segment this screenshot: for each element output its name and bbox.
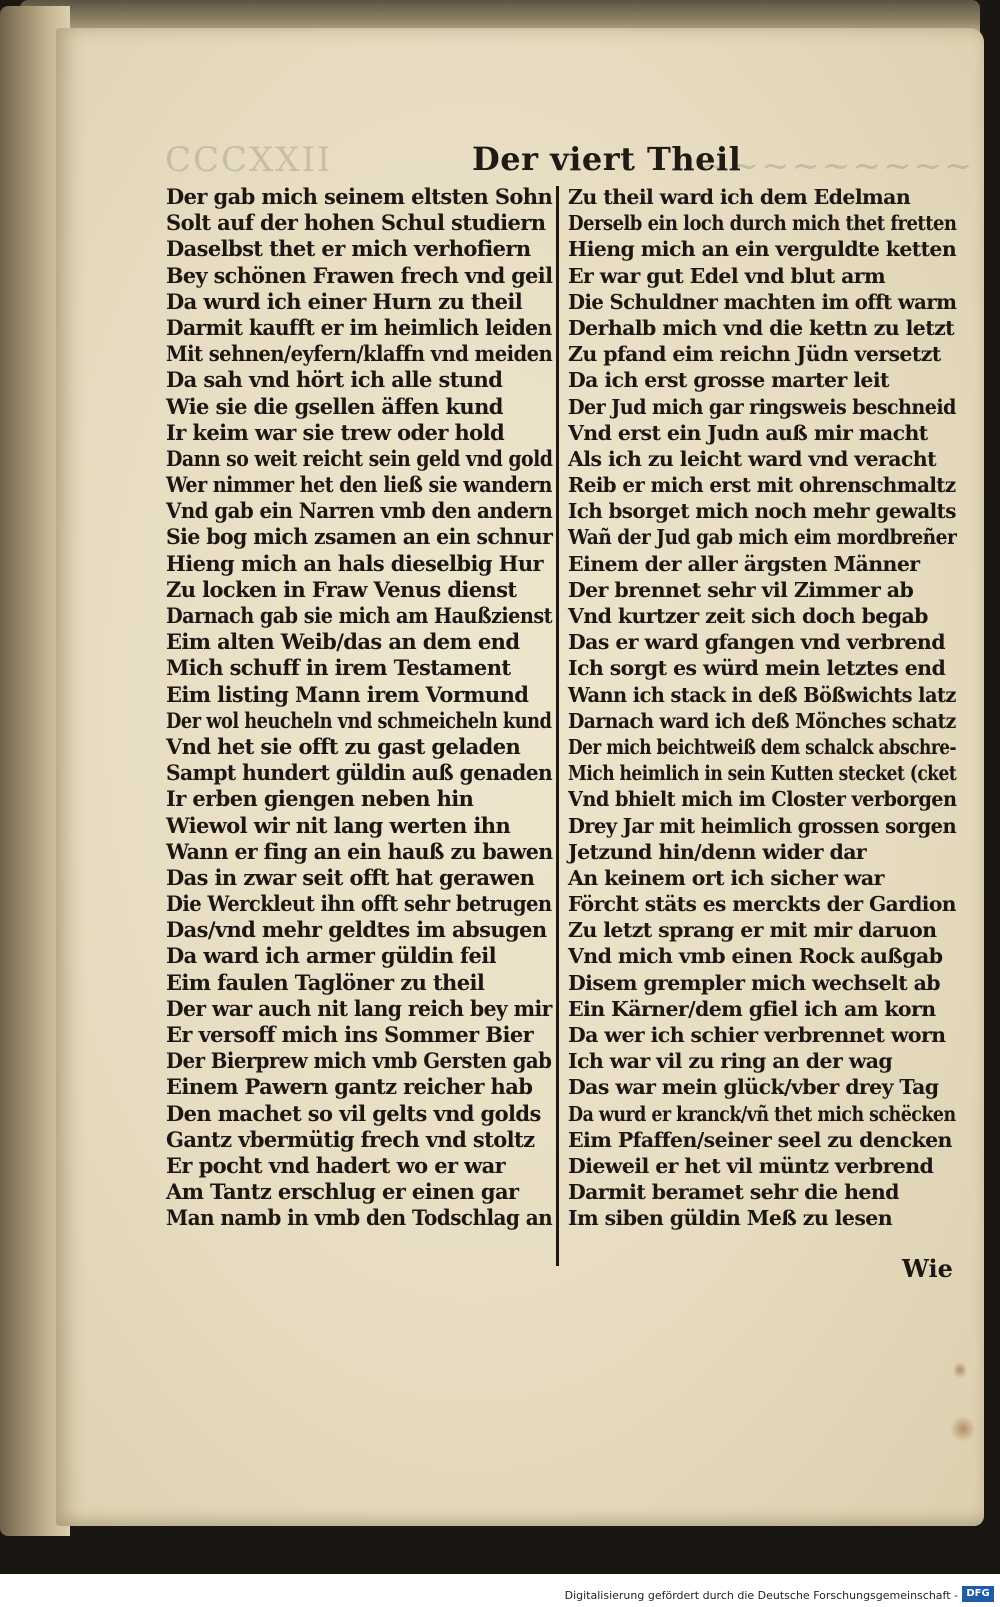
show-through-text-right: ~~~~~~~~~ — [700, 146, 975, 186]
verse-line: Eim faulen Taglöner zu theil — [166, 969, 485, 995]
verse-line: Ich war vil zu ring an der wag — [568, 1049, 893, 1074]
verse-line: Man namb in vmb den Todschlag an — [166, 1205, 553, 1231]
verse-line: Ein Kärner/dem gfiel ich am korn — [568, 996, 936, 1021]
verse-line: Das er ward gfangen vnd verbrend — [568, 630, 945, 655]
verse-line: Zu letzt sprang er mit mir daruon — [568, 918, 937, 943]
verse-line: Da ich erst grosse marter leit — [568, 368, 889, 393]
verse-line: Darmit kaufft er im heimlich leiden — [166, 314, 552, 340]
verse-line: Das war mein glück/vber drey Tag — [568, 1075, 939, 1100]
verse-line: Vnd gab ein Narren vmb den andern — [166, 498, 553, 524]
verse-line: Eim Pfaffen/seiner seel zu dencken — [568, 1127, 952, 1152]
verse-line: An keinem ort ich sicher war — [568, 865, 884, 890]
dfg-logo: DFG — [962, 1586, 994, 1602]
verse-line: Er versoff mich ins Sommer Bier — [166, 1022, 534, 1047]
verse-line: Vnd erst ein Judn auß mir macht — [568, 420, 928, 445]
verse-line: Bey schönen Frawen frech vnd geil — [166, 262, 553, 288]
verse-column-right — [568, 184, 956, 1232]
verse-line: Da wer ich schier verbrennet worn — [568, 1023, 946, 1047]
verse-line: Mich heimlich in sein Kutten stecket (cket — [568, 761, 957, 786]
page-stain — [954, 1360, 966, 1380]
verse-line: Hieng mich an hals dieselbig Hur — [166, 550, 543, 576]
verse-line: Im siben güldin Meß zu lesen — [568, 1206, 893, 1231]
verse-line: Gantz vbermütig frech vnd stoltz — [166, 1126, 535, 1152]
verse-line: Der brennet sehr vil Zimmer ab — [568, 577, 914, 602]
verse-line: Der gab mich seinem eltsten Sohn — [166, 184, 553, 209]
verse-line: Sie bog mich zsamen an ein schnur — [166, 524, 553, 550]
verse-line: Sampt hundert güldin auß genaden — [166, 760, 553, 786]
verse-line: Er pocht vnd hadert wo er war — [166, 1152, 506, 1178]
verse-line: Wer nimmer het den ließ sie wandern — [166, 472, 552, 498]
verse-line: Reib er mich erst mit ohrenschmaltz — [568, 473, 956, 498]
verse-line: Der mich beichtweiß dem schalck abschre- — [568, 734, 957, 759]
verse-line: Mich schuff in irem Testament — [166, 655, 511, 681]
verse-line: Vnd bhielt mich im Closter verborgen — [568, 787, 957, 812]
catchword: Wie — [902, 1254, 953, 1283]
verse-line: Wañ der Jud gab mich eim mordbreñer — [568, 525, 957, 550]
verse-line: Wiewol wir nit lang werten ihn — [166, 812, 511, 838]
verse-line: Am Tantz erschlug er einen gar — [166, 1179, 519, 1205]
verse-line: Der wol heucheln vnd schmeicheln kund — [166, 707, 552, 733]
verse-line: Ich bsorget mich noch mehr gewalts — [568, 499, 956, 524]
verse-line: Mit sehnen/eyfern/klaffn vnd meiden — [166, 341, 553, 367]
verse-line: Der Bierprew mich vmb Gersten gab — [166, 1048, 552, 1074]
verse-line: Vnd mich vmb einen Rock außgab — [568, 944, 943, 969]
verse-line: Den machet so vil gelts vnd golds — [166, 1100, 541, 1126]
verse-line: Als ich zu leicht ward vnd veracht — [568, 446, 936, 471]
verse-column-left — [166, 184, 552, 1232]
verse-line: Zu locken in Fraw Venus dienst — [166, 576, 517, 602]
verse-line: Eim listing Mann irem Vormund — [166, 681, 529, 707]
verse-line: Ich sorgt es würd mein letztes end — [568, 656, 946, 681]
verse-line: Der Jud mich gar ringsweis beschneid — [568, 394, 956, 419]
verse-line: Die Werckleut ihn offt sehr betrugen — [166, 891, 552, 917]
funding-notice: Digitalisierung gefördert durch die Deutsche Forschungsgemeinschaft - — [564, 1589, 958, 1602]
verse-line: Hieng mich an ein verguldte ketten — [568, 237, 957, 262]
verse-line: Wann er fing an ein hauß zu bawen — [166, 838, 553, 864]
verse-line: Wie sie die gsellen äffen kund — [166, 393, 503, 419]
verse-line: Darnach ward ich deß Mönches schatz — [568, 708, 956, 733]
verse-line: Drey Jar mit heimlich grossen sorgen — [568, 813, 957, 838]
verse-line: Da wurd er kranck/vñ thet mich schëcken — [568, 1101, 956, 1126]
column-divider-rule — [556, 186, 559, 1266]
verse-line: Ir keim war sie trew oder hold — [166, 419, 505, 445]
verse-line: Dieweil er het vil müntz verbrend — [568, 1153, 934, 1178]
verse-line: Da ward ich armer güldin feil — [166, 943, 496, 969]
verse-line: Die Schuldner machten im offt warm — [568, 289, 957, 314]
verse-line: Einem Pawern gantz reicher hab — [166, 1074, 533, 1100]
verse-line: Darmit beramet sehr die hend — [568, 1180, 899, 1205]
verse-line: Zu pfand eim reichn Jüdn versetzt — [568, 342, 941, 367]
verse-line: Daselbst thet er mich verhofiern — [166, 236, 531, 262]
verse-line: Disem grempler mich wechselt ab — [568, 970, 941, 995]
verse-line: Er war gut Edel vnd blut arm — [568, 263, 886, 288]
verse-line: Jetzund hin/denn wider dar — [568, 839, 867, 864]
verse-line: Der war auch nit lang reich bey mir — [166, 995, 552, 1021]
verse-line: Solt auf der hohen Schul studiern — [166, 210, 546, 236]
verse-line: Eim alten Weib/das an dem end — [166, 629, 520, 655]
verse-line: Wann ich stack in deß Bößwichts latz — [568, 682, 956, 707]
verse-line: Vnd kurtzer zeit sich doch begab — [568, 604, 928, 628]
verse-line: Da sah vnd hört ich alle stund — [166, 367, 503, 393]
page-stain — [950, 1416, 976, 1442]
verse-line: Zu theil ward ich dem Edelman — [568, 185, 911, 209]
verse-line: Förcht stäts es merckts der Gardion — [568, 892, 956, 917]
show-through-text-left: CCCXXII — [165, 140, 333, 180]
verse-line: Einem der aller ärgsten Männer — [568, 551, 920, 576]
verse-line: Darnach gab sie mich am Haußzienst — [166, 603, 552, 628]
verse-line: Derhalb mich vnd die kettn zu letzt — [568, 315, 954, 340]
verse-line: Ir erben giengen neben hin — [166, 786, 474, 812]
verse-line: Vnd het sie offt zu gast geladen — [166, 733, 521, 759]
running-title: Der viert Theil — [472, 140, 742, 178]
verse-line: Da wurd ich einer Hurn zu theil — [166, 288, 523, 314]
verse-line: Das/vnd mehr geldtes im absugen — [166, 917, 547, 943]
verse-line: Das in zwar seit offt hat gerawen — [166, 864, 535, 890]
verse-line: Derselb ein loch durch mich thet fretten — [568, 211, 957, 236]
verse-line: Dann so weit reicht sein geld vnd gold — [166, 445, 553, 471]
